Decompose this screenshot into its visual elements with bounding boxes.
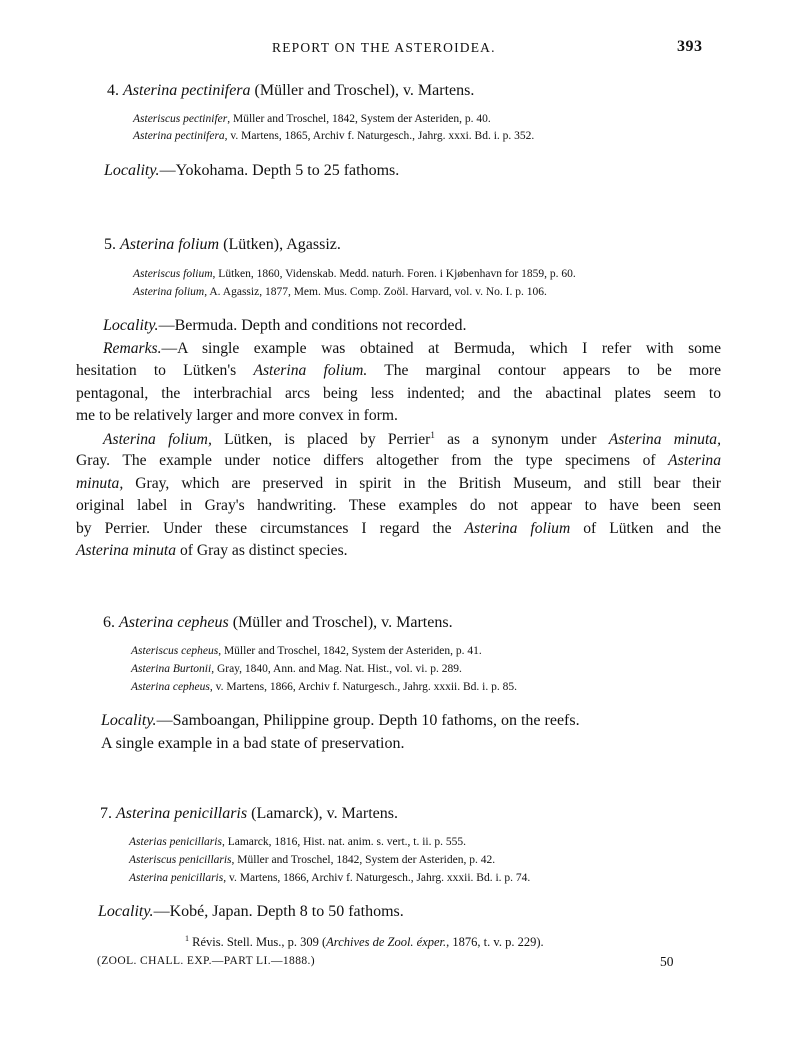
ref-text: , v. Martens, 1865, Archiv f. Naturgesch., Jahrg. xxxi. Bd. i. p. 352. <box>224 130 535 142</box>
ref-text: , v. Martens, 1866, Archiv f. Naturgesch., Jahrg. xxxii. Bd. i. p. 74. <box>223 872 531 884</box>
locality <box>104 162 399 180</box>
locality-text: —Samboangan, Philippine group. Depth 10 fathoms, on the reefs. <box>156 712 580 729</box>
taxon-name: minuta, <box>76 475 124 492</box>
ref-text: , A. Agassiz, 1877, Mem. Mus. Comp. Zoöl. Harvard, vol. v. No. I. p. 106. <box>204 286 547 298</box>
species-authority: (Müller and Troschel), v. Martens. <box>228 614 453 631</box>
species-heading <box>104 236 341 254</box>
remarks-text: —A single example was obtained at Bermuda, which I refer with some <box>161 340 721 357</box>
locality <box>103 317 466 335</box>
synonym-ref <box>129 872 530 884</box>
species-number: 7. <box>100 805 112 822</box>
footnote-text: Révis. Stell. Mus., p. 309 ( <box>189 935 327 950</box>
running-title: REPORT ON THE ASTEROIDEA. <box>272 40 496 55</box>
para-text: as a synonym under <box>434 431 609 449</box>
ref-name: Asterina Burtonii <box>131 663 212 675</box>
species-authority: (Müller and Troschel), v. Martens. <box>250 82 475 99</box>
ref-name: Asteriscus penicillaris <box>129 854 232 866</box>
ref-text: , Müller and Troschel, 1842, System der Asteriden, p. 42. <box>231 854 496 866</box>
remarks-line <box>76 362 721 380</box>
remarks-label: Remarks. <box>103 340 162 357</box>
species-authority: (Lamarck), v. Martens. <box>247 805 399 822</box>
ref-name: Asteriscus cepheus <box>131 645 219 657</box>
para-line <box>103 430 721 449</box>
taxon-name: Asterina <box>668 452 721 469</box>
ref-text: , v. Martens, 1866, Archiv f. Naturgesch., Jahrg. xxxii. Bd. i. p. 85. <box>209 681 517 693</box>
species-number: 6. <box>103 614 115 631</box>
footnote-journal: Archives de Zool. éxper. <box>326 935 447 950</box>
taxon-name: Asterina folium, <box>103 431 212 449</box>
ref-text: , Lamarck, 1816, Hist. nat. anim. s. vert., t. ii. p. 555. <box>221 836 466 848</box>
para-text: Lütken, is placed by Perrier <box>211 431 431 449</box>
remarks-line <box>103 340 721 358</box>
page-number: 393 <box>677 38 703 55</box>
synonym-ref <box>131 681 517 693</box>
taxon-name: Asterina folium <box>464 520 571 537</box>
locality-line2: A single example in a bad state of preservation. <box>101 735 405 752</box>
para-text: of Lütken and the <box>570 520 721 537</box>
species-authority: (Lütken), Agassiz. <box>219 236 341 253</box>
species-number: 4. <box>107 82 119 99</box>
locality-label: Locality. <box>103 317 159 334</box>
footnote-text: , 1876, t. v. p. 229). <box>446 935 544 950</box>
footnote-mark: 1 <box>185 934 189 943</box>
para-text: by Perrier. Under these circumstances I regard the <box>76 520 465 537</box>
para-line <box>76 475 721 493</box>
synonym-ref <box>133 130 534 142</box>
taxon-name: Asterina folium. <box>253 362 368 379</box>
species-name: Asterina folium <box>120 236 220 253</box>
ref-text: , Lütken, 1860, Videnskab. Medd. naturh. Foren. i Kjøbenhavn for 1859, p. 60. <box>212 268 576 280</box>
footnote-ref: 1 <box>430 430 435 440</box>
para-text: of Gray as distinct species. <box>176 542 348 559</box>
fold-number: 50 <box>660 954 674 969</box>
ref-name: Asterina pectinifera <box>133 130 225 142</box>
ref-name: Asterina cepheus <box>131 681 210 693</box>
synonym-ref <box>131 645 482 657</box>
synonym-ref <box>129 836 466 848</box>
locality-label: Locality. <box>104 162 160 179</box>
ref-text: , Gray, 1840, Ann. and Mag. Nat. Hist., vol. vi. p. 289. <box>211 663 462 675</box>
species-number: 5. <box>104 236 116 253</box>
species-heading <box>103 614 453 632</box>
remarks-text: pentagonal, the interbrachial arcs being less indented; and the abactinal plates seem to <box>76 385 721 402</box>
ref-name: Asteriscus folium <box>133 268 213 280</box>
ref-name: Asterias penicillaris <box>129 836 222 848</box>
remarks-line <box>76 385 721 403</box>
para-text: Gray, which are preserved in spirit in the British Museum, and still bear their <box>123 475 721 492</box>
remarks-text: hesitation to Lütken's <box>76 362 254 379</box>
locality <box>98 903 404 921</box>
ref-name: Asterina folium <box>133 286 205 298</box>
species-name: Asterina penicillaris <box>116 805 248 822</box>
synonym-ref <box>133 286 547 298</box>
locality <box>101 712 580 730</box>
taxon-name: Asterina minuta <box>76 542 177 559</box>
ref-name: Asteriscus pectinifer <box>133 113 228 125</box>
remarks-line <box>76 407 398 425</box>
ref-text: , Müller and Troschel, 1842, System der Asteriden, p. 41. <box>218 645 482 657</box>
synonym-ref <box>133 268 576 280</box>
remarks-text: me to be relatively larger and more convex in form. <box>76 407 398 424</box>
synonym-ref <box>129 854 495 866</box>
species-name: Asterina cepheus <box>119 614 229 631</box>
synonym-ref <box>133 113 491 125</box>
locality-text: —Yokohama. Depth 5 to 25 fathoms. <box>159 162 400 179</box>
synonym-ref <box>131 663 462 675</box>
remarks-text: The marginal contour appears to be more <box>367 362 721 379</box>
species-heading <box>107 82 474 100</box>
species-heading <box>100 805 398 823</box>
para-text: Gray. The example under notice differs altogether from the type specimens of <box>76 452 669 469</box>
locality-text: —Bermuda. Depth and conditions not recorded. <box>158 317 467 334</box>
para-line <box>76 542 348 560</box>
footnote <box>185 934 544 950</box>
locality-label: Locality. <box>98 903 154 920</box>
locality-text: —Kobé, Japan. Depth 8 to 50 fathoms. <box>153 903 404 920</box>
ref-text: , Müller and Troschel, 1842, System der Asteriden, p. 40. <box>227 113 491 125</box>
taxon-name: Asterina minuta, <box>608 431 721 449</box>
para-line <box>76 452 721 470</box>
para-text: original label in Gray's handwriting. These examples do not appear to have been seen <box>76 497 721 514</box>
locality-label: Locality. <box>101 712 157 729</box>
para-line <box>76 497 721 515</box>
para-line <box>76 520 721 538</box>
signature-line: (ZOOL. CHALL. EXP.—PART LI.—1888.) <box>97 955 315 967</box>
ref-name: Asterina penicillaris <box>129 872 224 884</box>
species-name: Asterina pectinifera <box>123 82 251 99</box>
